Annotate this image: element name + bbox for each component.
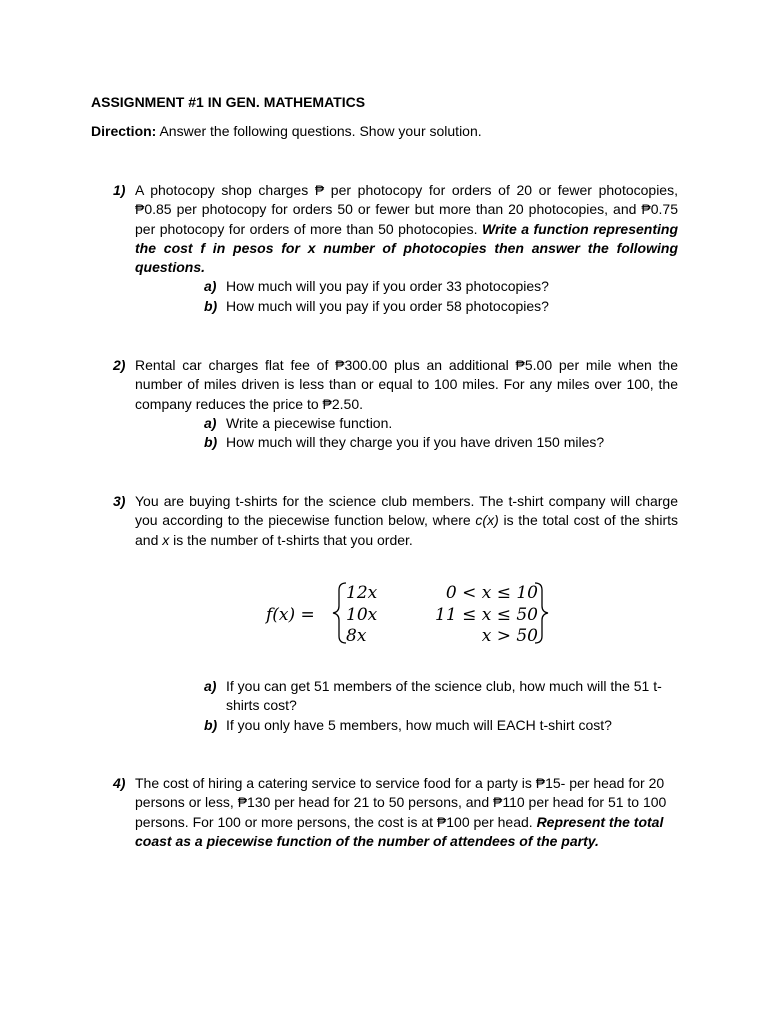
question-text: The cost of hiring a catering service to service food for a party is ₱15- per head for 20 persons or less, ₱130 per head for 21 to 50 persons, and ₱110 per head for 51 to 100 persons. For 100 or more persons, the cost is at ₱100 per head. (135, 775, 667, 830)
variable-x: x (162, 531, 170, 548)
sub-text: How much will they charge you if you have driven 150 miles? (226, 434, 605, 451)
sub-question-a (204, 677, 678, 716)
case-cond-1: 0 < x ≤ 10 (445, 583, 538, 603)
piecewise-formula (266, 578, 556, 648)
direction-line (91, 123, 482, 139)
sub-label: b) (204, 434, 218, 451)
sub-label: a) (204, 414, 217, 431)
formula-lhs: f(x) = (266, 605, 315, 625)
sub-text: How much will you pay if you order 58 photocopies? (226, 297, 549, 314)
sub-label: a) (204, 278, 217, 295)
case-cond-2: 11 ≤ x ≤ 50 (435, 605, 538, 625)
sub-question-a (204, 414, 678, 433)
question-text: You are buying t-shirts for the science club members. The t-shirt company will charge you according to the piecewise function below, where (135, 493, 678, 529)
sub-question-a (204, 277, 678, 296)
question-body (135, 774, 678, 851)
variable-cx: c(x) (475, 512, 499, 529)
sub-text: How much will you pay if you order 33 photocopies? (226, 278, 549, 295)
question-number: 4) (113, 775, 126, 791)
assignment-title: ASSIGNMENT #1 IN GEN. MATHEMATICS (91, 94, 366, 110)
question-body (135, 356, 678, 414)
question-number: 2) (113, 357, 126, 373)
sub-question-b (204, 716, 678, 735)
formula-graphic (266, 578, 556, 648)
sub-text: If you can get 51 members of the science club, how much will the 51 t-shirts cost? (226, 678, 662, 714)
question-instruction: Represent the total coast as a piecewise function of the number of attendees of the party. (135, 813, 664, 849)
question-text: is the total cost of the shirts and (135, 512, 678, 548)
question-4 (113, 774, 678, 851)
case-expr-1: 12x (346, 583, 378, 603)
question-body (135, 492, 678, 550)
sub-label: b) (204, 297, 218, 314)
case-expr-2: 10x (346, 605, 378, 625)
case-cond-3: x > 50 (481, 626, 538, 646)
question-instruction: Write a function representing the cost f in pesos for x number of photocopies then answer the following questions. (135, 220, 678, 276)
question-text: Rental car charges flat fee of ₱300.00 plus an additional ₱5.00 per mile when the number of miles driven is less than or equal to 100 miles. For any miles over 100, the company reduces the price to ₱2.50. (135, 357, 678, 412)
sub-text: If you only have 5 members, how much will EACH t-shirt cost? (226, 716, 612, 733)
question-text: is the number of t-shirts that you order. (169, 531, 413, 548)
question-1 (113, 181, 678, 316)
direction-label: Direction: (91, 123, 157, 139)
sub-text: Write a piecewise function. (226, 414, 393, 431)
sub-question-b (204, 297, 678, 316)
question-2 (113, 356, 678, 452)
left-brace (333, 583, 346, 643)
question-3 (113, 492, 678, 550)
sub-label: a) (204, 678, 217, 694)
sub-question-b (204, 433, 678, 452)
question-number: 3) (113, 493, 126, 509)
question-body (135, 181, 678, 277)
case-expr-3: 8x (346, 626, 367, 646)
question-text: A photocopy shop charges ₱ per photocopy for orders of 20 or fewer photocopies, ₱0.85 per photocopy for orders 50 or fewer but more than 20 photocopies, and ₱0.75 per photocopy for orders of more than 50 photocopies. (135, 182, 678, 237)
question-number: 1) (113, 182, 126, 198)
direction-text: Answer the following questions. Show your solution. (156, 123, 482, 139)
question-3-subs (113, 677, 678, 735)
sub-label: b) (204, 716, 218, 733)
